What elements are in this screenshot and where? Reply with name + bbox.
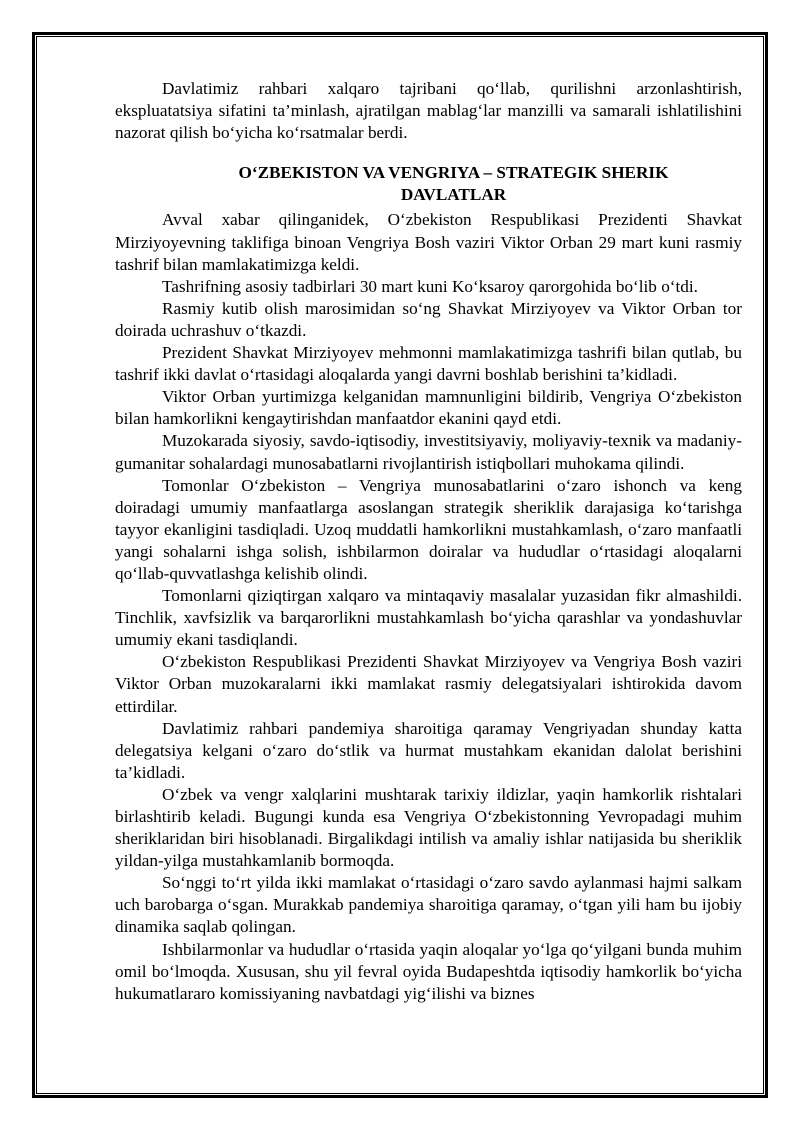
document-body [115,78,742,1005]
paragraph: Tomonlarni qiziqtirgan xalqaro va mintaqaviy masalalar yuzasidan fikr almashildi. Tinchlik, xavfsizlik va barqarorlikni mustahkamlash bo‘yicha qarashlar va yondashuvlar umumiy ekani tasdiqlandi. [115,586,742,650]
paragraph: Prezident Shavkat Mirziyoyev mehmonni mamlakatimizga tashrifi bilan qutlab, bu tashrif ikki davlat o‘rtasidagi aloqalarda yangi davrni boshlab berishini ta’kidladi. [115,343,742,385]
paragraph: Avval xabar qilinganidek, O‘zbekiston Respublikasi Prezidenti Shavkat Mirziyoyevning taklifiga binoan Vengriya Bosh vaziri Viktor Orban 29 mart kuni rasmiy tashrif bilan mamlakatimizga keldi. [115,210,742,274]
paragraph: Tomonlar O‘zbekiston – Vengriya munosabatlarini o‘zaro ishonch va keng doiradagi umumiy manfaatlarga asoslangan strategik sheriklik darajasiga ko‘tarishga tayyor ekanligini tasdiqladi. Uzoq muddatli hamkorlikni mustahkamlash, o‘zaro manfaatli yangi sohalarni ishga solish, ishbilarmon doiralar va hududlar o‘rtasidagi aloqalarni qo‘llab-quvvatlashga kelishib olindi. [115,475,742,583]
paragraph: Viktor Orban yurtimizga kelganidan mamnunligini bildirib, Vengriya O‘zbekiston bilan hamkorlikni kengaytirishdan manfaatdor ekanini qayd etdi. [115,387,742,429]
paragraph: Ishbilarmonlar va hududlar o‘rtasida yaqin aloqalar yo‘lga qo‘yilgani bunda muhim omil bo‘lmoqda. Xususan, shu yil fevral oyida Budapeshtda iqtisodiy hamkorlik bo‘yicha hukumatlararo komissiyaning navbatdagi yig‘ilishi va biznes [115,939,742,1003]
paragraph: Rasmiy kutib olish marosimidan so‘ng Shavkat Mirziyoyev va Viktor Orban tor doirada uchrashuv o‘tkazdi. [115,298,742,340]
paragraph: So‘nggi to‘rt yilda ikki mamlakat o‘rtasidagi o‘zaro savdo aylanmasi hajmi salkam uch barobarga o‘sgan. Murakkab pandemiya sharoitiga qaramay, o‘tgan yili ham bu ijobiy dinamika saqlab qolingan. [115,873,742,937]
paragraph: Davlatimiz rahbari pandemiya sharoitiga qaramay Vengriyadan shunday katta delegatsiya kelgani o‘zaro do‘stlik va hurmat mustahkam ekanidan dalolat berishini ta’kidladi. [115,718,742,782]
section-heading: O‘ZBEKISTON VA VENGRIYA – STRATEGIK SHERIK DAVLATLAR [238,163,669,205]
intro-paragraph: Davlatimiz rahbari xalqaro tajribani qo‘llab, qurilishni arzonlashtirish, ekspluatatsiya sifatini ta’minlash, ajratilgan mablag‘lar manzilli va samarali ishlatilishini nazorat qilish bo‘yicha ko‘rsatmalar berdi. [115,79,742,143]
paragraph: Tashrifning asosiy tadbirlari 30 mart kuni Ko‘ksaroy qarorgohida bo‘lib o‘tdi. [162,276,698,296]
paragraph: O‘zbek va vengr xalqlarini mushtarak tarixiy ildizlar, yaqin hamkorlik rishtalari birlashtirib keladi. Bugungi kunda esa Vengriya O‘zbekistonning Yevropadagi muhim sheriklaridan biri hisoblanadi. Birgalikdagi intilish va amaliy ishlar natijasida bu sheriklik yildan-yilga mustahkamlanib bormoqda. [115,784,742,871]
paragraph: O‘zbekiston Respublikasi Prezidenti Shavkat Mirziyoyev va Vengriya Bosh vaziri Viktor Orban muzokaralarni ikki mamlakat rasmiy delegatsiyalari ishtirokida davom ettirdilar. [115,652,742,716]
paragraph: Muzokarada siyosiy, savdo-iqtisodiy, investitsiyaviy, moliyaviy-texnik va madaniy-gumanitar sohalardagi munosabatlarni rivojlantirish istiqbollari muhokama qilindi. [115,431,742,473]
